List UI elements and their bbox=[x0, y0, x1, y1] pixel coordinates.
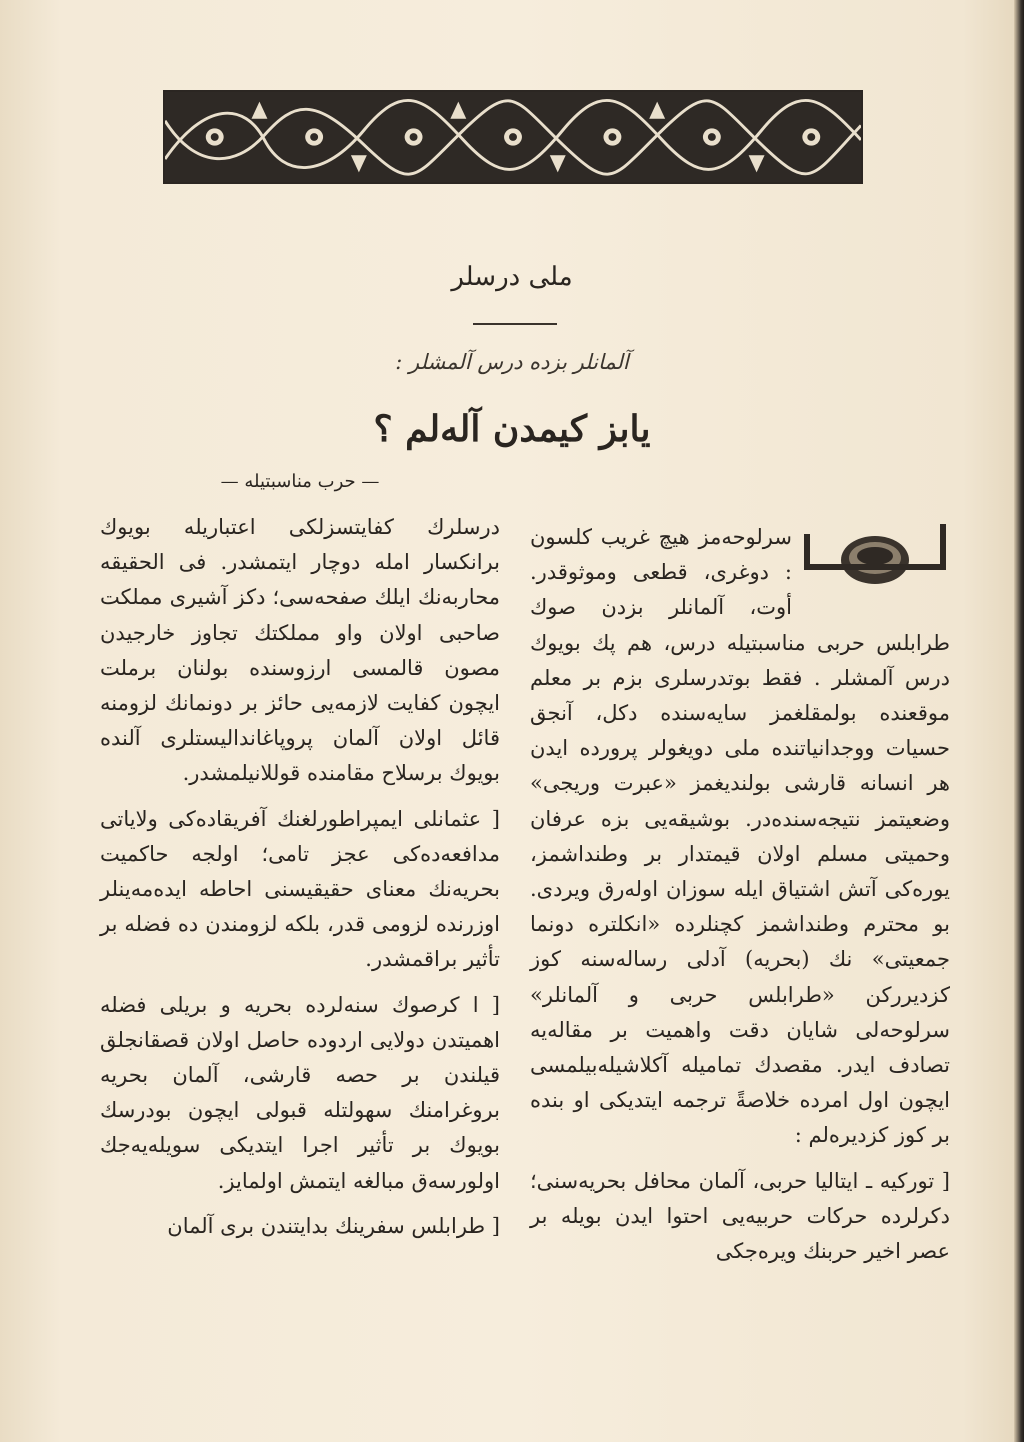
body-paragraph: [ عثمانلی ایمپراطورلغنك آفریقاده‌کی ولایاتی مدافعه‌ده‌کی عجز تامی؛ اولجه حاکمیت بحریه‌نك معنای حقیقیسنی احاطه ایده‌مه‌ینلر اوزرنده لزومی قدر، بلکه لزومندن ده فضله بر تأثیر براقمشدر. bbox=[100, 806, 500, 972]
body-paragraph: سرلوحه‌مز هیچ غریب کلسون : دوغری، قطعی وموثوقدر. أوت، آلمانلر بزدن صوك طرابلس حربی مناسبتیله درس، هم پك بویوك درس آلمشلر . فقط بوتدرسلری بزم بر معلم موقعنده بولمقلغمز سایه‌سنده دکل، آنجق حسیات ووجدانیاتنده ملی دویغولر پرورده ایدن هر انسانه قارشی بولندیغمز «عبرت وریجی» وضعیتمز نتیجه‌سنده‌در. بوشیقه‌یی بزه عرفان وحمیتی مسلم اولان قیمتدار بر وطنداشمز، یوره‌کی آتش اشتیاق ایله سوزان اوله‌رق ویردی. بو محترم وطنداشمز کچنلرده «انکلتره دونما جمعیتی» نك (بحریه) آدلی رساله‌سنه کوز کزدیررکن «طرابلس حربی و آلمانلر» سرلوحه‌لی شایان دقت واهمیت بر مقاله‌یه تصادف ایدر. مقصدك تمامیله آکلاشیله‌بیلمسی ایچون اول امرده خلاصةً ترجمه ایتدیکی او بنده بر کوز کزدیره‌لم : bbox=[530, 525, 950, 1148]
oil-lamp-icon bbox=[800, 520, 950, 592]
body-paragraph: [ تورکیه ـ ایتالیا حربی، آلمان محافل بحریه‌سنی؛ دکرلرده حرکات حربیه‌یی احتوا ایدن بویله بر عصر اخیر حربنك ویره‌جکی bbox=[530, 1168, 950, 1264]
right-column bbox=[530, 520, 950, 1279]
body-paragraph: [ طرابلس سفرینك بدایتندن بری آلمان bbox=[167, 1213, 500, 1238]
column-heading: — حرب مناسبتیله — bbox=[220, 471, 380, 492]
body-paragraph: درسلرك کفایتسزلکی اعتباریله بویوك برانکسار امله دوچار ایتمشدر. فی الحقیقه محاربه‌نك ایلك صفحه‌سی؛ دکز آشیری مملکت صاحبی اولان واو مملکتك تجاوز خارجیدن مصون قالمسی ارزوسنده بولنان برملت ایچون کفایت لازمه‌یی حائز بر دونمانك لزومنه قائل اولان آلمان پروپاغاندالیستلری آلنده بویوك برسلاح مقامنده قوللانیلمشدر. bbox=[100, 515, 500, 786]
page-binding-shadow bbox=[1014, 0, 1024, 1442]
title-divider bbox=[473, 323, 557, 325]
subtitle: آلمانلر بزده درس آلمشلر : bbox=[395, 350, 629, 374]
body-paragraph: [ ا کرصوك سنه‌لرده بحریه و بریلی فضله اهمیتدن دولایی اردوده حاصل اولان قصقانجلق قیلندن بر حصه قارشی، آلمان بحریه بروغرامنك سهولتله قبولی ایچون بودرسك بویوك بر تأثیر اجرا ایتدیکی سویله‌یه‌جك اولورسه‌ق مبالغه ایتمش اولمایز. bbox=[100, 992, 500, 1193]
ornamental-header-band bbox=[163, 90, 863, 184]
main-title: یابز کیمدن آلەلم ؟ bbox=[373, 408, 651, 450]
section-title: ملی درسلر bbox=[451, 262, 573, 292]
arabesque-ornament-icon bbox=[165, 92, 861, 182]
left-column bbox=[100, 468, 500, 1254]
